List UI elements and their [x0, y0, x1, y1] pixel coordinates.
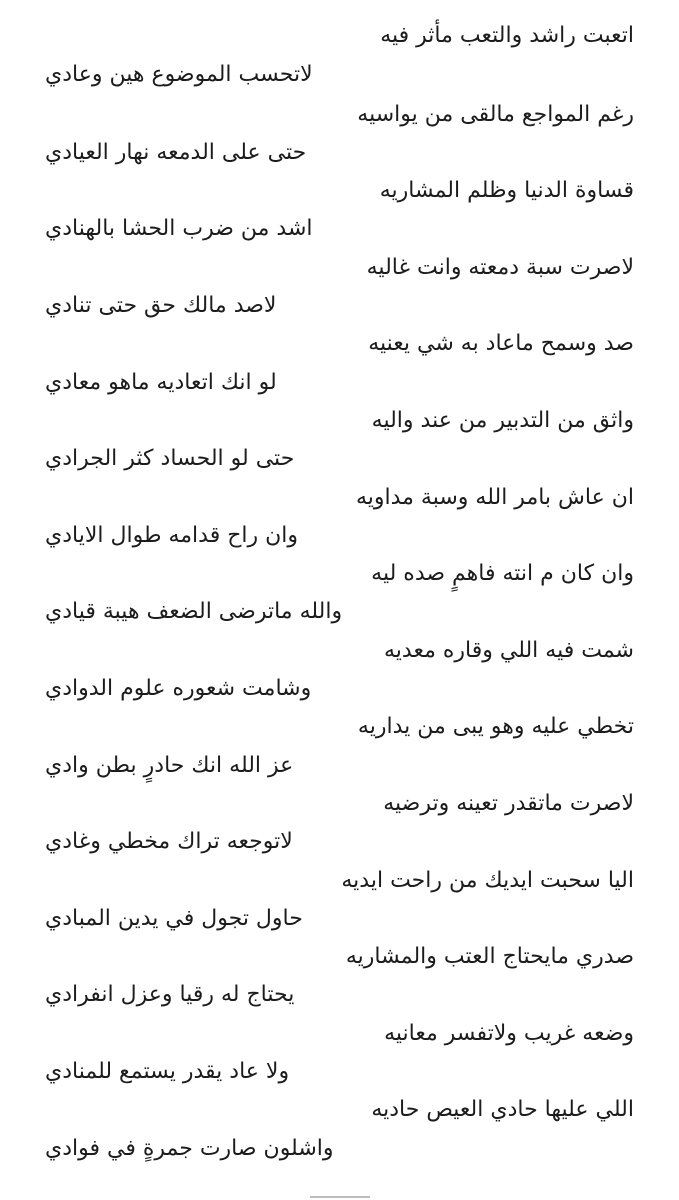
verse-3-first-hemistich: قساوة الدنيا وظلم المشاريه — [379, 178, 634, 203]
verse-15-second-hemistich: واشلون صارت جمرةٍ في فوادي — [45, 1136, 334, 1161]
verse-12-second-hemistich: حاول تجول في يدين المبادي — [45, 906, 303, 931]
verse-13-first-hemistich: صدري مايحتاج العتب والمشاريه — [345, 944, 634, 969]
verse-1-first-hemistich: اتعبت راشد والتعب مأثر فيه — [380, 23, 634, 48]
verse-3-second-hemistich: اشد من ضرب الحشا بالهنادي — [45, 216, 313, 241]
verse-10-first-hemistich: تخطي عليه وهو يبى من يداريه — [357, 714, 634, 739]
verse-7-second-hemistich: وان راح قدامه طوال الايادي — [45, 523, 299, 548]
verse-14-first-hemistich: وضعه غريب ولاتفسر معانيه — [384, 1021, 634, 1046]
verse-4-first-hemistich: لاصرت سبة دمعته وانت غاليه — [366, 255, 634, 280]
verse-6-first-hemistich: واثق من التدبير من عند واليه — [371, 408, 634, 433]
verse-15-first-hemistich: اللي عليها حادي العيص حاديه — [371, 1097, 634, 1122]
verse-12-first-hemistich: اليا سحبت ايديك من راحت ايديه — [341, 868, 634, 893]
verse-6-second-hemistich: حتى لو الحساد كثر الجرادي — [45, 446, 295, 471]
verse-5-first-hemistich: صد وسمح ماعاد به شي يعنيه — [368, 331, 634, 356]
verse-8-first-hemistich: وان كان م انته فاهمٍ صده ليه — [371, 561, 634, 586]
verse-11-second-hemistich: لاتوجعه تراك مخطي وغادي — [45, 829, 293, 854]
verse-13-second-hemistich: يحتاج له رقيا وعزل انفرادي — [45, 982, 295, 1007]
verse-11-first-hemistich: لاصرت ماتقدر تعينه وترضيه — [383, 791, 634, 816]
verse-8-second-hemistich: والله ماترضى الضعف هيبة قيادي — [45, 599, 343, 624]
verse-9-first-hemistich: شمت فيه اللي وقاره معديه — [384, 638, 634, 663]
verse-10-second-hemistich: عز الله انك حادرٍ بطن وادي — [45, 753, 294, 778]
verse-1-second-hemistich: لاتحسب الموضوع هين وعادي — [45, 62, 313, 87]
verse-4-second-hemistich: لاصد مالك حق حتى تنادي — [45, 293, 277, 318]
verse-9-second-hemistich: وشامت شعوره علوم الدوادي — [45, 676, 312, 701]
verse-7-first-hemistich: ان عاش بامر الله وسبة مداويه — [355, 485, 634, 510]
verse-14-second-hemistich: ولا عاد يقدر يستمع للمنادي — [45, 1059, 290, 1084]
bottom-scroll-hint — [300, 1192, 379, 1200]
verse-5-second-hemistich: لو انك اتعاديه ماهو معادي — [45, 370, 277, 395]
verse-2-second-hemistich: حتى على الدمعه نهار العيادي — [45, 140, 307, 165]
verse-2-first-hemistich: رغم المواجع مالقى من يواسيه — [357, 102, 634, 127]
